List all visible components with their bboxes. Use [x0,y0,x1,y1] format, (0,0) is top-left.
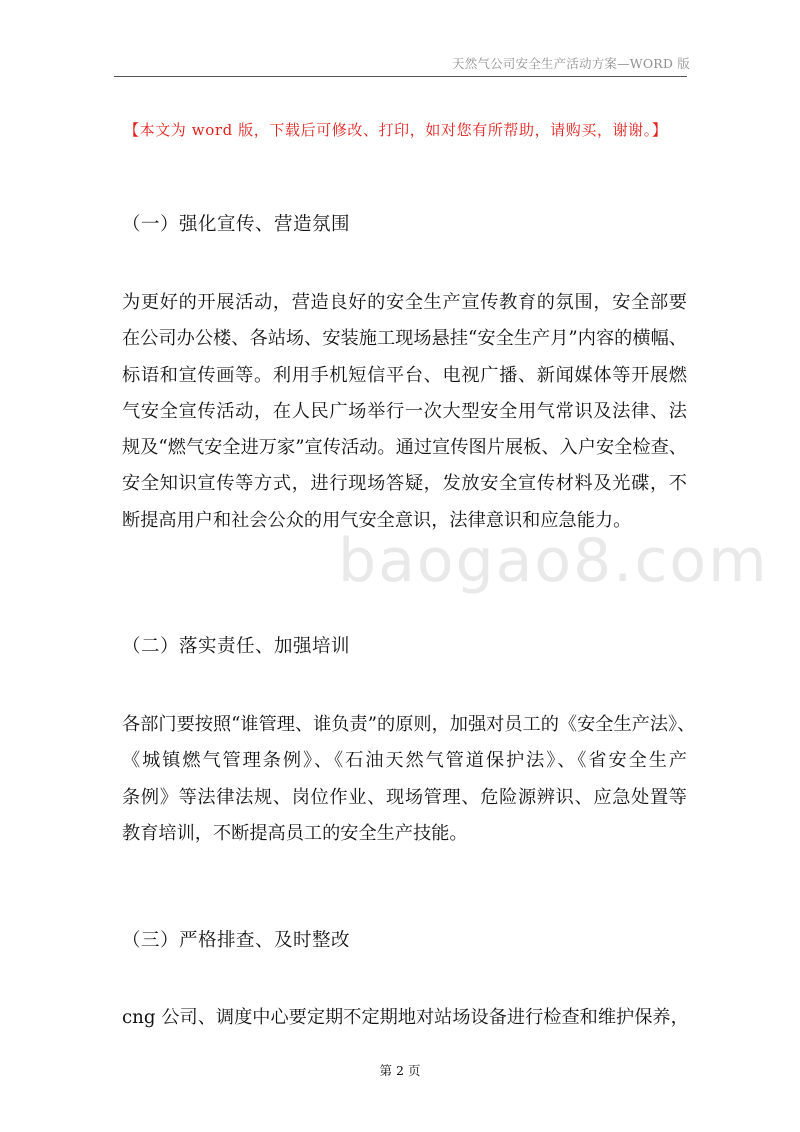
section-paragraph-1 [122,285,687,539]
page-number: 第 2 页 [379,1063,421,1078]
download-notice: 【本文为 word 版，下载后可修改、打印，如对您有所帮助，请购买，谢谢。】 [124,121,668,139]
paragraph-line: 条例》等法律法规、岗位作业、现场管理、危险源辨识、应急处置等 [122,786,687,808]
section-paragraph-3 [122,1000,687,1036]
paragraph-line: 标语和宣传画等。利用手机短信平台、电视广播、新闻媒体等开展燃 [122,364,687,386]
paragraph-line: 为更好的开展活动，营造良好的安全生产宣传教育的氛围，安全部要 [122,292,687,313]
paragraph-line: 气安全宣传活动，在人民广场举行一次大型安全用气常识及法律、法 [122,400,687,422]
paragraph-line: 各部门要按照“谁管理、谁负责”的原则，加强对员工的《安全生产法》、 [122,714,696,735]
paragraph-line: 《城镇燃气管理条例》、《石油天然气管道保护法》、《省安全生产 [122,750,687,772]
paragraph-line: cng 公司、调度中心要定期不定期地对站场设备进行检查和维护保养， [122,1007,689,1028]
section-heading-1: （一）强化宣传、营造氛围 [122,214,351,235]
paragraph-line: 教育培训，不断提高员工的安全生产技能。 [122,822,468,844]
paragraph-line: 在公司办公楼、各站场、安装施工现场悬挂“安全生产月”内容的横幅、 [122,328,687,350]
watermark: baogao8.com [338,526,769,596]
header-divider [114,76,687,77]
running-header: 天然气公司安全生产活动方案—WORD 版 [452,56,691,71]
section-paragraph-2 [122,707,696,852]
paragraph-line: 断提高用户和社会公众的用气安全意识，法律意识和应急能力。 [122,509,632,531]
section-heading-2: （二）落实责任、加强培训 [122,636,351,657]
paragraph-line: 规及“燃气安全进万家”宣传活动。通过宣传图片展板、入户安全检查、 [122,437,687,459]
section-heading-3: （三）严格排查、及时整改 [122,930,351,951]
paragraph-line: 安全知识宣传等方式，进行现场答疑，发放安全宣传材料及光碟，不 [122,473,687,495]
